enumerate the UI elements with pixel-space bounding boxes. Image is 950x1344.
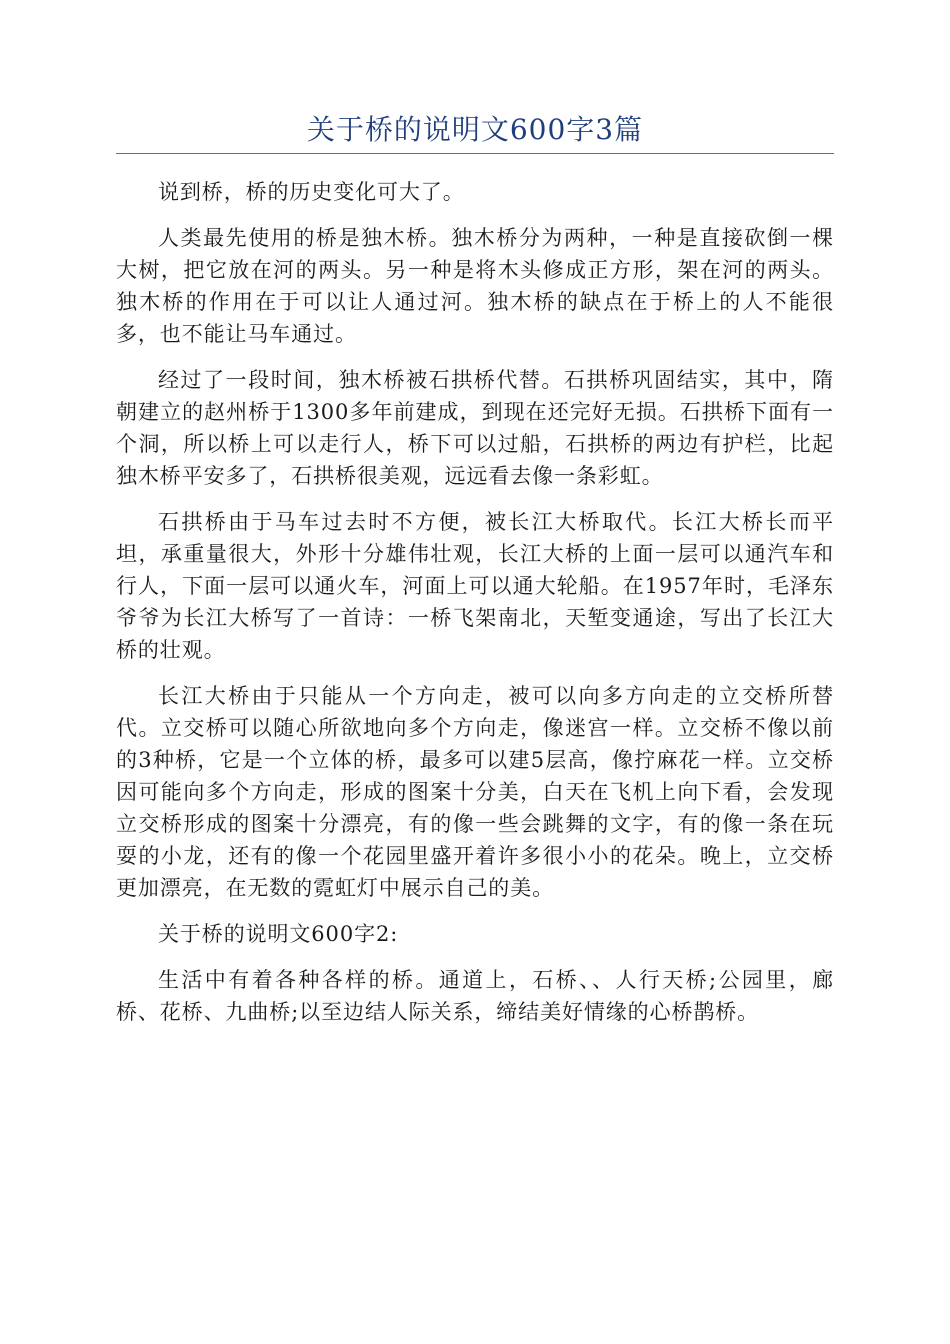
paragraph-intro: 说到桥，桥的历史变化可大了。	[158, 180, 465, 204]
paragraph-overpass: 长江大桥由于只能从一个方向走，被可以向多方向走的立交桥所替代。立交桥可以随心所欲地向多个方向走，像迷宫一样。立交桥不像以前的3种桥，它是一个立体的桥，最多可以建5层高，像拧麻花一样。立交桥因可能向多个方向走，形成的图案十分美，白天在飞机上向下看，会发现立交桥形成的图案十分漂亮，有的像一些会跳舞的文字，有的像一条在玩耍的小龙，还有的像一个花园里盛开着许多很小小的花朵。晚上，立交桥更加漂亮，在无数的霓虹灯中展示自己的美。	[116, 684, 834, 900]
document-body	[116, 176, 834, 1042]
section-heading-2: 关于桥的说明文600字2:	[158, 922, 399, 946]
paragraph-log-bridge: 人类最先使用的桥是独木桥。独木桥分为两种，一种是直接砍倒一棵大树，把它放在河的两头。另一种是将木头修成正方形，架在河的两头。独木桥的作用在于可以让人通过河。独木桥的缺点在于桥上的人不能很多，也不能让马车通过。	[116, 226, 834, 346]
document-title: 关于桥的说明文600字3篇	[306, 113, 644, 146]
paragraph-yangtze-bridge: 石拱桥由于马车过去时不方便，被长江大桥取代。长江大桥长而平坦，承重量很大，外形十分雄伟壮观，长江大桥的上面一层可以通汽车和行人，下面一层可以通火车，河面上可以通大轮船。在1957年时，毛泽东爷爷为长江大桥写了一首诗：一桥飞架南北，天堑变通途，写出了长江大桥的壮观。	[116, 510, 834, 662]
paragraph-stone-arch-bridge: 经过了一段时间，独木桥被石拱桥代替。石拱桥巩固结实，其中，隋朝建立的赵州桥于1300多年前建成，到现在还完好无损。石拱桥下面有一个洞，所以桥上可以走行人，桥下可以过船，石拱桥的两边有护栏，比起独木桥平安多了，石拱桥很美观，远远看去像一条彩虹。	[116, 368, 834, 488]
paragraph-bridges-in-life: 生活中有着各种各样的桥。通道上，石桥、、人行天桥;公园里，廊桥、花桥、九曲桥;以至边结人际关系，缔结美好情缘的心桥鹊桥。	[116, 968, 834, 1024]
title-divider	[116, 153, 834, 154]
